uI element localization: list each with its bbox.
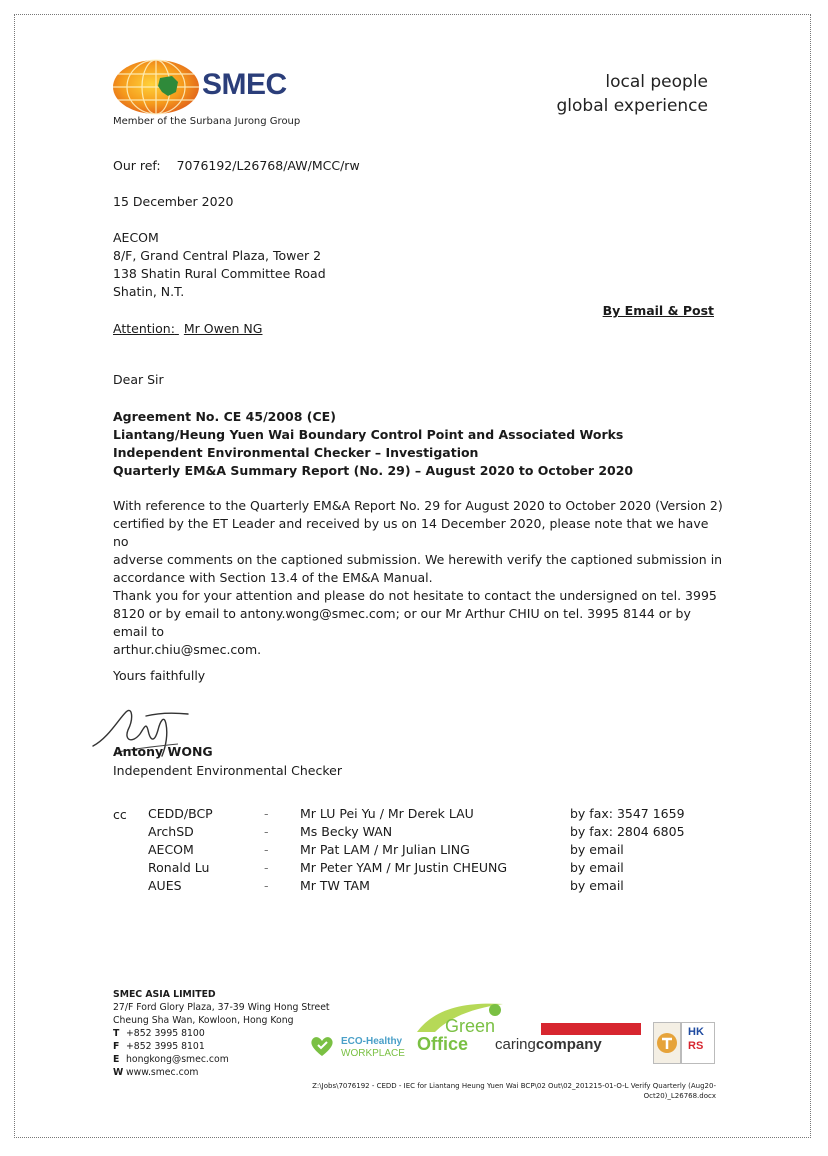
cc-row (148, 824, 685, 842)
our-ref-label: Our ref: (113, 158, 161, 173)
office-text: Office (417, 1034, 469, 1054)
footer-contact-line (113, 1027, 330, 1040)
body-paragraph-1 (113, 497, 723, 587)
contact-key: E (113, 1054, 120, 1065)
cc-table (148, 806, 685, 896)
eco-healthy-text: ECO-Healthy (341, 1036, 403, 1047)
tagline-line-2: global experience (556, 96, 708, 116)
address-line: 138 Shatin Rural Committee Road (113, 266, 326, 281)
body-line: certified by the ET Leader and received by us on 14 December 2020, please note that we have no (113, 516, 709, 549)
body-line: With reference to the Quarterly EM&A Report No. 29 for August 2020 to October 2020 (Version 2) (113, 498, 723, 513)
address-line: 8/F, Grand Central Plaza, Tower 2 (113, 248, 322, 263)
subject-line: Agreement No. CE 45/2008 (CE) (113, 409, 336, 424)
cc-org: AUES (148, 878, 182, 893)
footer-company: SMEC ASIA LIMITED (113, 989, 216, 1000)
t-badge (653, 1022, 681, 1064)
salutation: Dear Sir (113, 372, 164, 387)
tagline-line-1: local people (605, 72, 708, 92)
cc-org: CEDD/BCP (148, 806, 213, 821)
address-line: AECOM (113, 230, 159, 245)
tagline (488, 70, 708, 118)
cc-org: ArchSD (148, 824, 194, 839)
workplace-text: WORKPLACE (341, 1048, 405, 1059)
cc-names: Mr LU Pei Yu / Mr Derek LAU (300, 806, 474, 821)
cc-org: Ronald Lu (148, 860, 210, 875)
smec-logo (112, 58, 302, 118)
footer-contacts (113, 1027, 330, 1079)
footer-address-line: Cheung Sha Wan, Kowloon, Hong Kong (113, 1015, 294, 1026)
caring-company-banner (541, 1023, 641, 1035)
cc-label: cc (113, 807, 127, 822)
cc-names: Mr Peter YAM / Mr Justin CHEUNG (300, 860, 508, 875)
certification-badges (305, 1000, 715, 1070)
cc-names: Ms Becky WAN (300, 824, 393, 839)
closing: Yours faithfully (113, 668, 206, 683)
cc-names: Mr TW TAM (300, 878, 370, 893)
cc-row (148, 842, 685, 860)
subject-line: Quarterly EM&A Summary Report (No. 29) – August 2020 to October 2020 (113, 463, 634, 478)
heart-icon (309, 1033, 335, 1059)
recipient-address (113, 229, 326, 301)
footer-address-line: 27/F Ford Glory Plaza, 37-39 Wing Hong Street (113, 1002, 330, 1013)
file-path-line: Z:\Jobs\7076192 - CEDD - IEC for Liantang Heung Yuen Wai BCP\02 Out\02_201215-01-O-L Verify Quarterly (Aug20- (312, 1082, 716, 1090)
cc-org: AECOM (148, 842, 194, 857)
body-line: 8120 or by email to antony.wong@smec.com; or our Mr Arthur CHIU on tel. 3995 8144 or by email to (113, 606, 691, 639)
cc-via: by email (570, 860, 624, 875)
signer-name: Antony WONG (113, 744, 213, 759)
body-line: accordance with Section 13.4 of the EM&A Manual. (113, 570, 433, 585)
cc-via: by email (570, 842, 624, 857)
cc-row (148, 860, 685, 878)
our-ref-value: 7076192/L26768/AW/MCC/rw (176, 158, 360, 173)
cc-dash: - (264, 878, 269, 893)
contact-key: T (113, 1028, 120, 1039)
subject-line: Liantang/Heung Yuen Wai Boundary Control Point and Associated Works (113, 427, 624, 442)
cc-dash: - (264, 806, 269, 821)
cc-row (148, 806, 685, 824)
caring-company-text (495, 1036, 602, 1053)
footer-address (113, 988, 330, 1079)
address-line: Shatin, N.T. (113, 284, 185, 299)
contact-value: hongkong@smec.com (126, 1054, 229, 1065)
delivery-method: By Email & Post (602, 303, 714, 318)
attention-line (113, 320, 262, 338)
cc-names: Mr Pat LAM / Mr Julian LING (300, 842, 470, 857)
subject-line: Independent Environmental Checker – Investigation (113, 445, 479, 460)
body-line: arthur.chiu@smec.com. (113, 642, 262, 657)
footer-contact-line (113, 1066, 330, 1079)
footer-contact-line (113, 1040, 330, 1053)
cc-via: by fax: 2804 6805 (570, 824, 685, 839)
green-text: Green (445, 1016, 496, 1036)
circle-t-icon (655, 1031, 679, 1055)
attention-label: Attention: (113, 321, 175, 336)
file-path (296, 1081, 716, 1101)
contact-value: www.smec.com (126, 1067, 199, 1078)
rs-text: RS (688, 1040, 704, 1052)
cc-dash: - (264, 860, 269, 875)
hk-text: HK (688, 1026, 704, 1038)
body-line: adverse comments on the captioned submission. We herewith verify the captioned submission in (113, 552, 723, 567)
our-ref (113, 157, 360, 175)
cc-row (148, 878, 685, 896)
member-line: Member of the Surbana Jurong Group (113, 116, 301, 127)
cc-via: by email (570, 878, 624, 893)
footer-contact-line (113, 1053, 330, 1066)
attention-name: Mr Owen NG (183, 321, 263, 336)
caring-text: caring (495, 1036, 536, 1053)
cc-via: by fax: 3547 1659 (570, 806, 685, 821)
body-line: Thank you for your attention and please do not hesitate to contact the undersigned on tel. 3995 (113, 588, 717, 603)
file-path-line: Oct20)_L26768.docx (643, 1092, 716, 1100)
contact-value: +852 3995 8101 (126, 1041, 205, 1052)
contact-key: F (113, 1041, 120, 1052)
hkrs-badge (681, 1022, 715, 1064)
globe-icon (112, 58, 200, 116)
cc-dash: - (264, 824, 269, 839)
subject-block (113, 408, 633, 480)
brand-name: SMEC (202, 68, 287, 101)
contact-value: +852 3995 8100 (126, 1028, 205, 1039)
body-paragraph-2 (113, 587, 723, 659)
letter-date: 15 December 2020 (113, 194, 234, 209)
signer-title: Independent Environmental Checker (113, 763, 342, 778)
company-text: company (535, 1036, 602, 1053)
cc-dash: - (264, 842, 269, 857)
contact-key: W (113, 1067, 124, 1078)
